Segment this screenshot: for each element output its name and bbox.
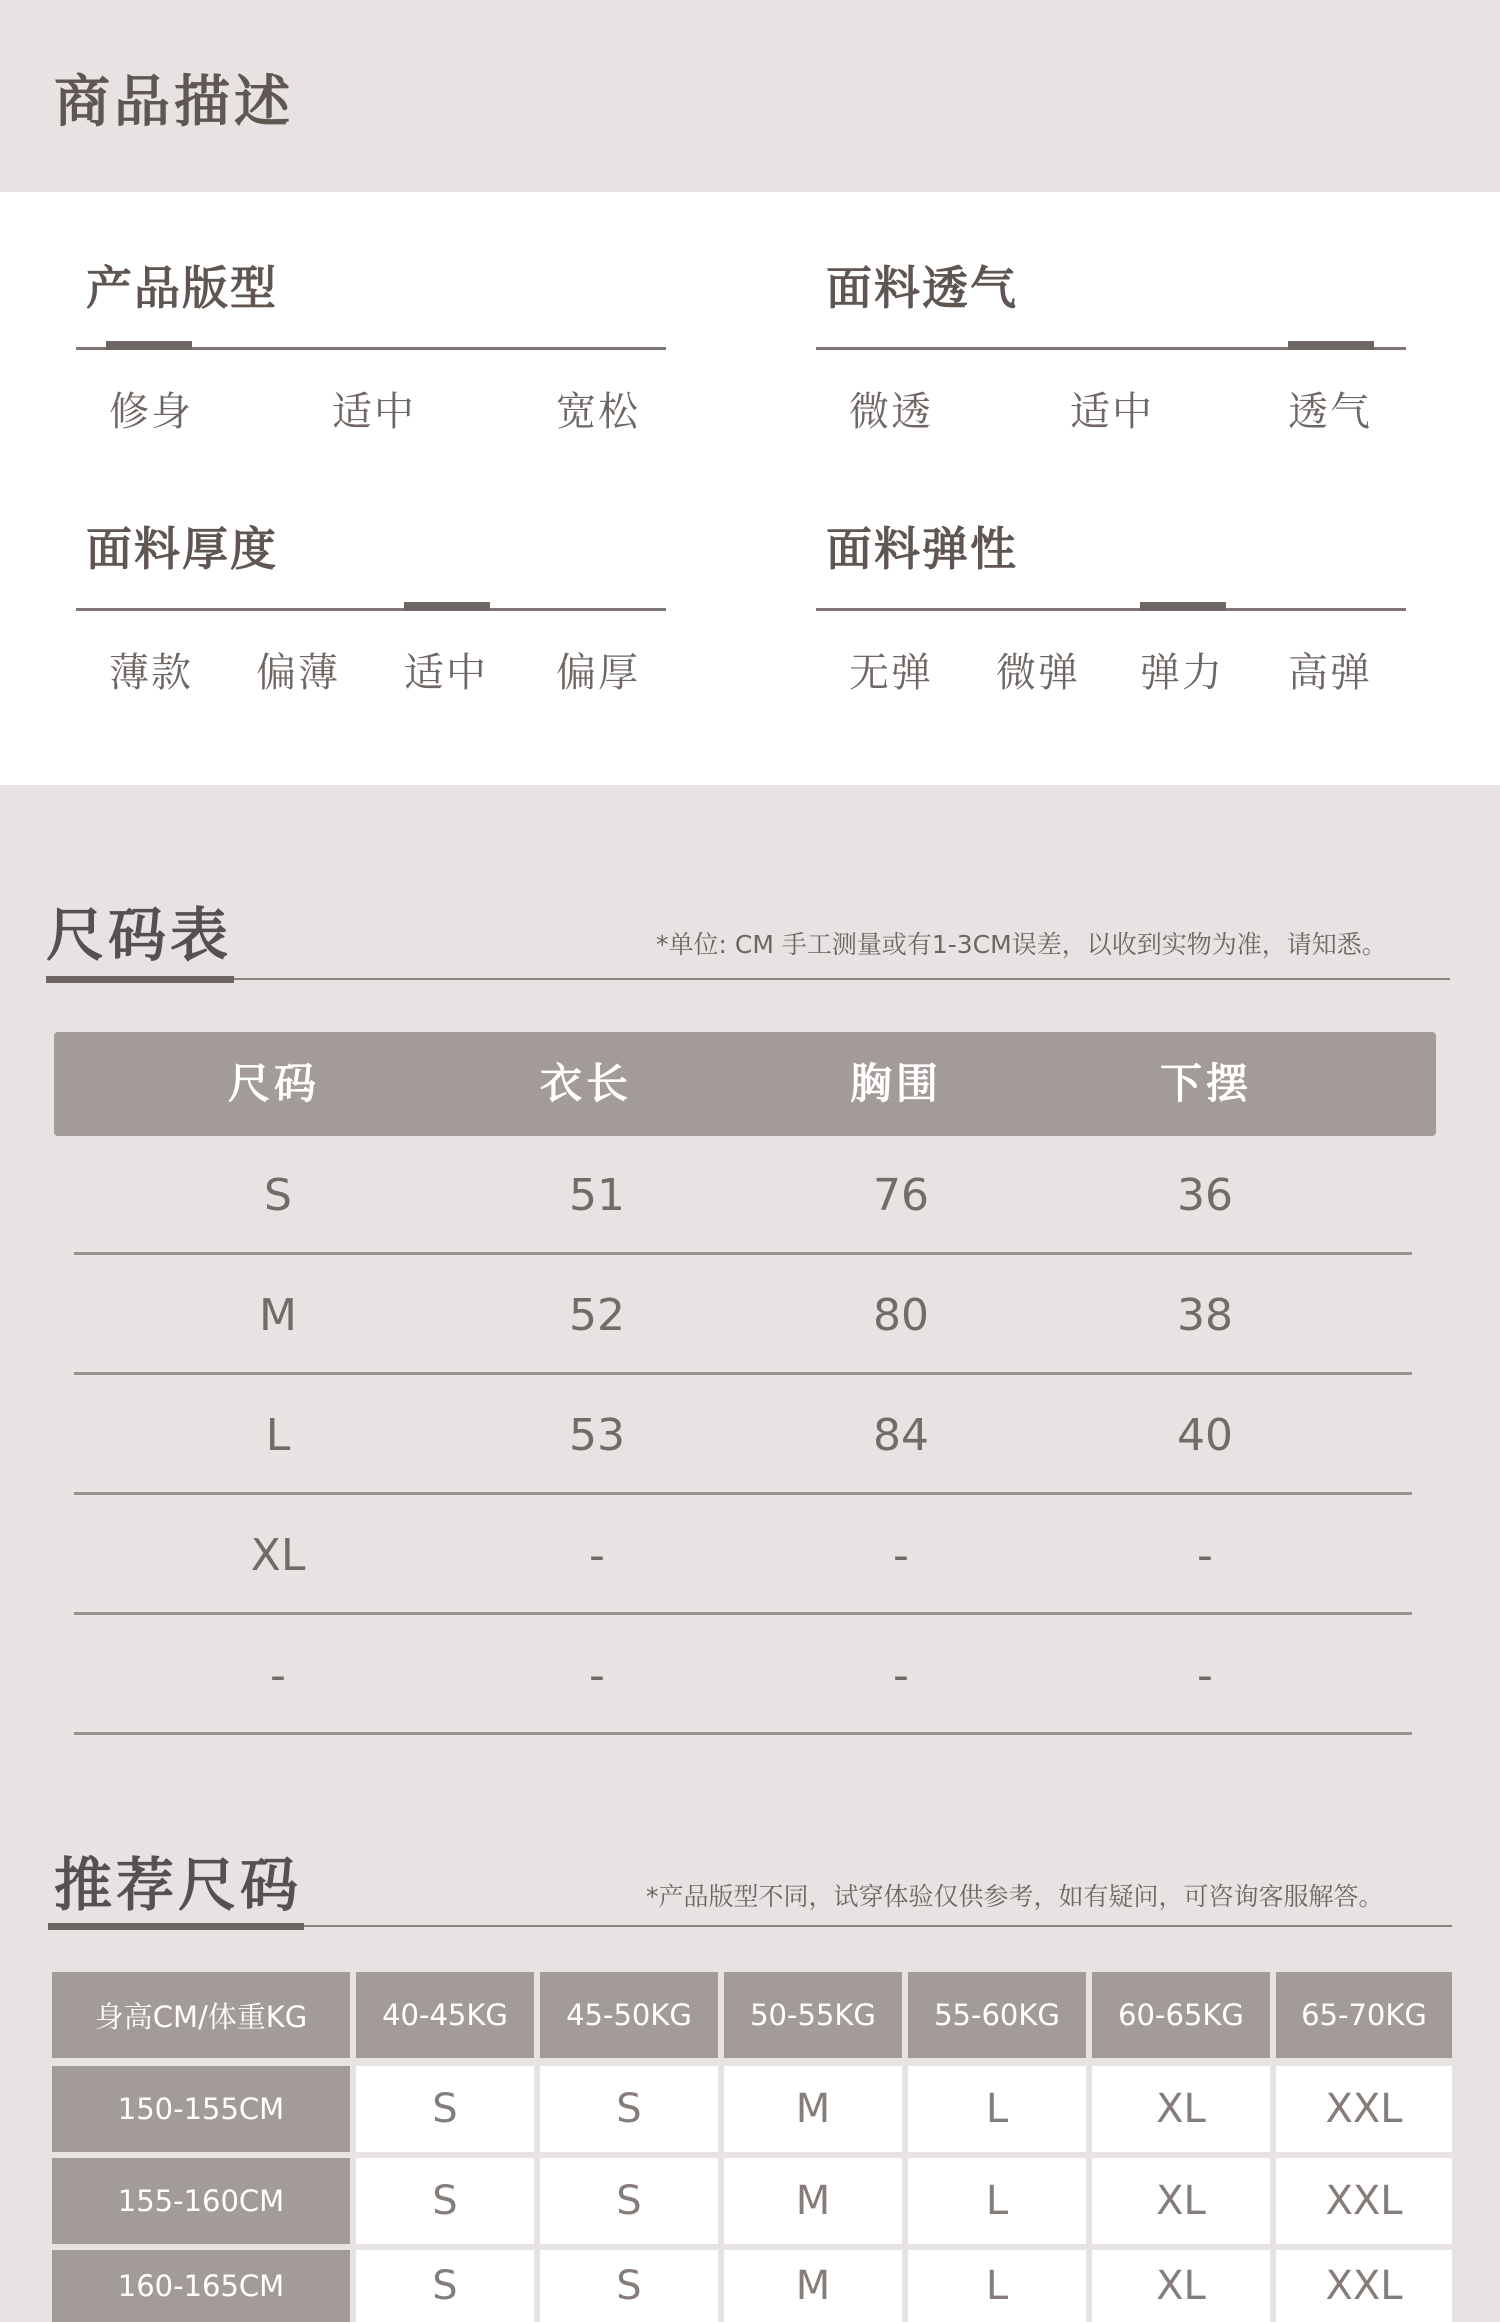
attribute-scale-marker bbox=[106, 341, 192, 350]
recommend-header-cell: 身高CM/体重KG bbox=[52, 1972, 350, 2058]
attribute-option: 适中 bbox=[404, 650, 488, 696]
recommend-height-cell: 155-160CM bbox=[52, 2158, 350, 2244]
attribute-option: 适中 bbox=[332, 389, 416, 435]
size-table-cell: 36 bbox=[1177, 1170, 1233, 1221]
size-table-cell: 52 bbox=[569, 1290, 625, 1341]
attribute-option: 适中 bbox=[1070, 389, 1154, 435]
size-table-cell: - bbox=[589, 1650, 605, 1701]
size-row-divider bbox=[74, 1492, 1412, 1495]
attribute-scale-labels bbox=[816, 380, 1406, 436]
size-table-cell: 38 bbox=[1177, 1290, 1233, 1341]
recommend-size-cell: XXL bbox=[1276, 2250, 1452, 2322]
recommend-size-cell: L bbox=[908, 2066, 1086, 2152]
size-row-divider bbox=[74, 1252, 1412, 1255]
size-chart-title: 尺码表 bbox=[46, 901, 233, 969]
attribute-scale-labels bbox=[76, 380, 666, 436]
attribute-title: 面料透气 bbox=[826, 261, 1018, 315]
attribute-breathability bbox=[816, 252, 1406, 472]
recommend-header-cell: 55-60KG bbox=[908, 1972, 1086, 2058]
size-table-cell: 40 bbox=[1177, 1410, 1233, 1461]
attribute-option: 无弹 bbox=[849, 650, 933, 696]
recommend-size-cell: XL bbox=[1092, 2250, 1270, 2322]
recommend-height-cell: 150-155CM bbox=[52, 2066, 350, 2152]
recommend-size-cell: S bbox=[356, 2250, 534, 2322]
size-table-cell: 76 bbox=[873, 1170, 929, 1221]
attribute-scale-marker bbox=[1288, 341, 1374, 350]
recommend-size-cell: S bbox=[540, 2158, 718, 2244]
recommend-title: 推荐尺码 bbox=[54, 1851, 303, 1919]
attribute-scale-labels bbox=[76, 641, 666, 697]
attribute-option: 偏薄 bbox=[256, 650, 340, 696]
size-table-cell: - bbox=[1197, 1530, 1213, 1581]
size-table-cell: 84 bbox=[873, 1410, 929, 1461]
size-table-cell: S bbox=[264, 1170, 292, 1221]
recommend-header-cell: 65-70KG bbox=[1276, 1972, 1452, 2058]
recommend-size-cell: XXL bbox=[1276, 2158, 1452, 2244]
page-title: 商品描述 bbox=[54, 70, 294, 135]
size-table-cell: - bbox=[589, 1530, 605, 1581]
attribute-scale-labels bbox=[816, 641, 1406, 697]
size-table-cell: - bbox=[893, 1530, 909, 1581]
recommend-header-cell: 40-45KG bbox=[356, 1972, 534, 2058]
recommend-size-cell: M bbox=[724, 2158, 902, 2244]
attribute-option: 透气 bbox=[1288, 389, 1372, 435]
size-table-header bbox=[54, 1032, 1436, 1136]
attribute-option: 微弹 bbox=[996, 650, 1080, 696]
recommend-size-cell: S bbox=[356, 2158, 534, 2244]
size-chart-note: *单位: CM 手工测量或有1-3CM误差，以收到实物为准，请知悉。 bbox=[656, 930, 1387, 959]
attribute-scale-line bbox=[816, 608, 1406, 611]
attribute-option: 微透 bbox=[849, 389, 933, 435]
size-row-divider bbox=[74, 1612, 1412, 1615]
size-header-cell: 胸围 bbox=[849, 1059, 943, 1108]
recommend-size-cell: L bbox=[908, 2158, 1086, 2244]
attribute-option: 弹力 bbox=[1140, 650, 1224, 696]
size-table-cell: 53 bbox=[569, 1410, 625, 1461]
size-row-divider bbox=[74, 1372, 1412, 1375]
size-header-cell: 下摆 bbox=[1159, 1059, 1253, 1108]
attribute-scale-line bbox=[76, 608, 666, 611]
attribute-thickness bbox=[76, 513, 666, 733]
size-table-cell: - bbox=[893, 1650, 909, 1701]
recommend-size-cell: S bbox=[540, 2250, 718, 2322]
recommend-accent-bar bbox=[48, 1923, 304, 1930]
attribute-title: 产品版型 bbox=[86, 261, 278, 315]
attribute-scale-marker bbox=[1140, 602, 1226, 611]
attribute-option: 薄款 bbox=[109, 650, 193, 696]
recommend-size-cell: S bbox=[356, 2066, 534, 2152]
recommend-size-cell: S bbox=[540, 2066, 718, 2152]
attribute-option: 高弹 bbox=[1288, 650, 1372, 696]
attribute-option: 宽松 bbox=[556, 389, 640, 435]
attribute-title: 面料厚度 bbox=[86, 522, 278, 576]
size-table-cell: M bbox=[259, 1290, 297, 1341]
recommend-size-cell: XXL bbox=[1276, 2066, 1452, 2152]
recommend-size-cell: M bbox=[724, 2250, 902, 2322]
recommend-header-cell: 50-55KG bbox=[724, 1972, 902, 2058]
size-table-cell: 51 bbox=[569, 1170, 625, 1221]
size-table-cell: 80 bbox=[873, 1290, 929, 1341]
attribute-option: 偏厚 bbox=[556, 650, 640, 696]
recommend-height-cell: 160-165CM bbox=[52, 2250, 350, 2322]
attribute-title: 面料弹性 bbox=[826, 522, 1018, 576]
size-chart-accent-bar bbox=[46, 976, 234, 983]
size-table-cell: L bbox=[265, 1410, 291, 1461]
recommend-header-cell: 60-65KG bbox=[1092, 1972, 1270, 2058]
recommend-size-cell: XL bbox=[1092, 2158, 1270, 2244]
attribute-scale-marker bbox=[404, 602, 490, 611]
recommend-note: *产品版型不同，试穿体验仅供参考，如有疑问，可咨询客服解答。 bbox=[646, 1882, 1384, 1911]
recommend-header-cell: 45-50KG bbox=[540, 1972, 718, 2058]
size-table-cell: - bbox=[270, 1650, 286, 1701]
recommend-size-cell: L bbox=[908, 2250, 1086, 2322]
size-chart-divider bbox=[46, 978, 1450, 980]
size-header-cell: 尺码 bbox=[227, 1059, 321, 1108]
size-table-cell: - bbox=[1197, 1650, 1213, 1701]
recommend-size-cell: XL bbox=[1092, 2066, 1270, 2152]
attribute-elasticity bbox=[816, 513, 1406, 733]
recommend-size-cell: M bbox=[724, 2066, 902, 2152]
size-row-divider bbox=[74, 1732, 1412, 1735]
attribute-option: 修身 bbox=[109, 389, 193, 435]
attribute-fit bbox=[76, 252, 666, 472]
size-table-cell: XL bbox=[250, 1530, 306, 1581]
size-header-cell: 衣长 bbox=[539, 1059, 633, 1108]
